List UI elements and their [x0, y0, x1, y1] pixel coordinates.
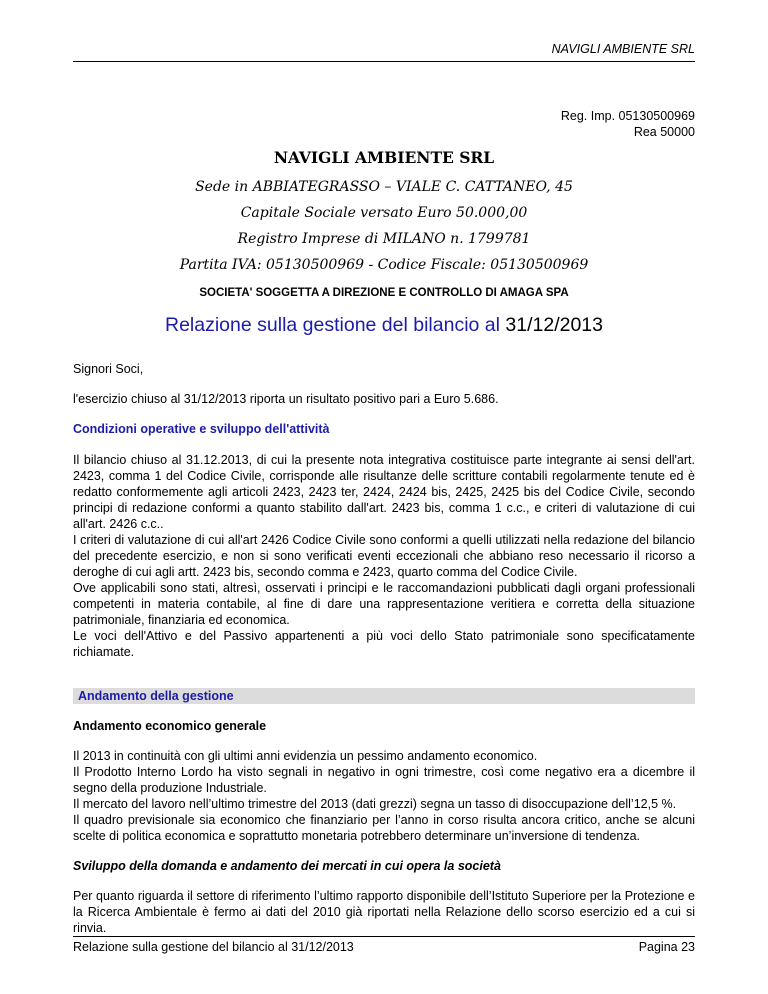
paragraph: Per quanto riguarda il settore di riferimento l’ultimo rapporto disponibile dell’Istituto Superiore per la Protezione e la Ricerca Ambientale è fermo ai dati del 2010 già riportati nella Relazione dello scorso esercizio ed a cui si rinvia. [73, 889, 695, 935]
paragraph: Il Prodotto Interno Lordo ha visto segnali in negativo in ogni trimestre, così come negativo era a dicembre il segno della produzione Industriale. [73, 765, 695, 795]
section-heading-management: Andamento della gestione [73, 688, 695, 704]
company-seat: Sede in ABBIATEGRASSO – VIALE C. CATTANEO, 45 [195, 179, 573, 195]
paragraph: I criteri di valutazione di cui all'art 2426 Codice Civile sono conformi a quelli utilizzati nella redazione del bilancio del precedente esercizio, e non si sono verificati eventi eccezionali che abbiano reso necessario il ricorso a deroghe di cui agli artt. 2423 bis, secondo comma e 2423, quarto comma del Codice Civile. [73, 533, 695, 579]
paragraph: Le voci dell'Attivo e del Passivo appartenenti a più voci dello Stato patrimoniale sono specificatamente richiamate. [73, 629, 695, 659]
direction-control-note: SOCIETA' SOGGETTA A DIREZIONE E CONTROLLO DI AMAGA SPA [199, 287, 569, 299]
paragraph: Il quadro previsionale sia economico che finanziario per l’anno in corso risulta ancora critico, anche se alcuni scelte di politica economica e soprattutto monetaria potrebbero determinare un’inversione di tendenza. [73, 813, 695, 843]
company-name: NAVIGLI AMBIENTE SRL [273, 148, 495, 167]
paragraph: Il mercato del lavoro nell’ultimo trimestre del 2013 (dati grezzi) segna un tasso di disoccupazione dell’12,5 %. [73, 797, 677, 811]
company-block [73, 148, 695, 283]
header-rule [73, 61, 695, 62]
subheading-economic-trend: Andamento economico generale [73, 719, 267, 733]
page-footer [73, 940, 695, 954]
document-title [73, 314, 695, 337]
title-text: Relazione sulla gestione del bilancio al [165, 314, 506, 336]
company-vat: Partita IVA: 05130500969 - Codice Fiscale: 05130500969 [179, 257, 589, 273]
paragraph: Il bilancio chiuso al 31.12.2013, di cui la presente nota integrativa costituisce parte integrante ai sensi dell'art. 2423, comma 1 del Codice Civile, corrisponde alle risultanze delle scritture contabili regolarmente tenute ed è redatto conformemente agli articoli 2423, 2423 ter, 2424, 2424 bis, 2425, 2425 bis del Codice Civile, secondo principi di redazione conformi a quanto stabilito dall'art. 2423 bis, comma 1 c.c., e criteri di valutazione di cui all'art. 2426 c.c.. [73, 453, 695, 531]
subheading-market-demand: Sviluppo della domanda e andamento dei mercati in cui opera la società [73, 859, 501, 873]
footer-rule [73, 936, 695, 937]
company-register: Registro Imprese di MILANO n. 1799781 [237, 231, 531, 247]
greeting: Signori Soci, [73, 362, 144, 376]
reg-imp: Reg. Imp. 05130500969 [560, 109, 695, 123]
footer-title: Relazione sulla gestione del bilancio al 31/12/2013 [73, 940, 354, 954]
rea: Rea 50000 [633, 125, 695, 139]
report-body [73, 361, 695, 936]
section-heading-operating-conditions: Condizioni operative e sviluppo dell'attività [73, 422, 330, 436]
paragraph: Il 2013 in continuità con gli ultimi anni evidenzia un pessimo andamento economico. [73, 749, 538, 763]
paragraph: Ove applicabili sono stati, altresì, osservati i principi e le raccomandazioni pubblicati dagli organi professionali competenti in materia contabile, al fine di dare una rappresentazione veritiera e corretta della situazione patrimoniale, finanziaria ed economica. [73, 581, 695, 627]
page-number: Pagina 23 [638, 940, 695, 954]
company-capital: Capitale Sociale versato Euro 50.000,00 [240, 205, 528, 221]
page-header: NAVIGLI AMBIENTE SRL [551, 42, 695, 56]
registry-block [73, 108, 695, 140]
title-date: 31/12/2013 [505, 314, 603, 336]
result-paragraph: l'esercizio chiuso al 31/12/2013 riporta un risultato positivo pari a Euro 5.686. [73, 392, 499, 406]
